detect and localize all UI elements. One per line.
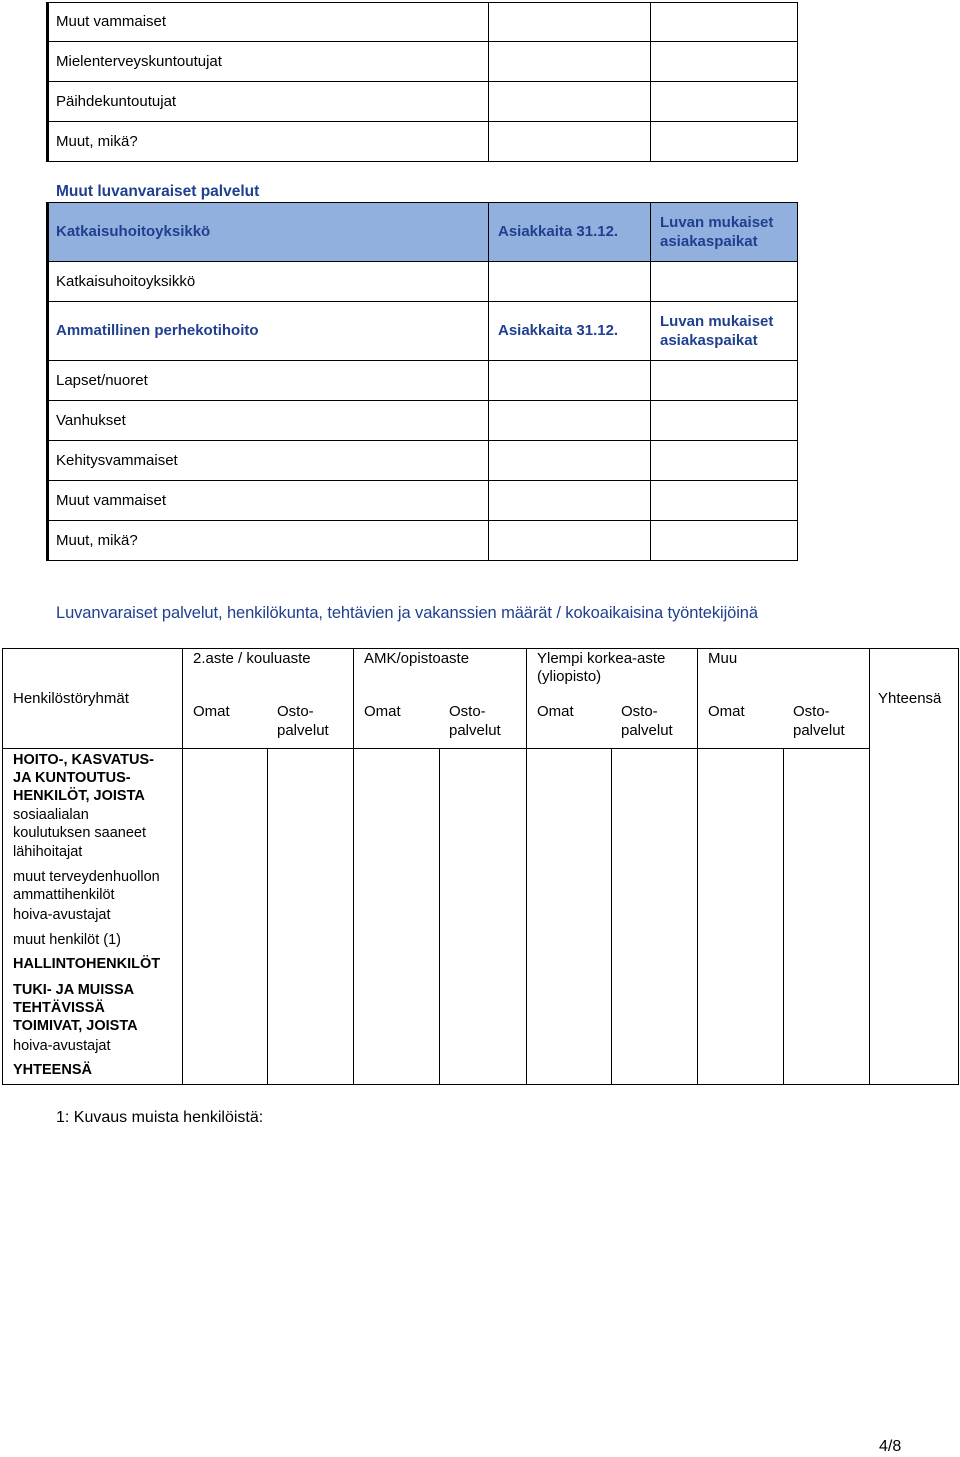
divider	[46, 440, 798, 441]
groups-header: Henkilöstöryhmät	[13, 690, 129, 707]
staff-group-label: HOITO-, KASVATUS-	[13, 752, 154, 768]
staff-group-label: HENKILÖT, JOISTA	[13, 788, 145, 804]
divider	[697, 648, 698, 1085]
staff-group-label: TOIMIVAT, JOISTA	[13, 1018, 138, 1034]
staff-group-label: TEHTÄVISSÄ	[13, 1000, 105, 1016]
level-header: Muu	[708, 650, 738, 667]
divider	[46, 41, 798, 42]
table-row-label: Muut, mikä?	[56, 532, 138, 549]
divider	[46, 520, 798, 521]
divider	[46, 81, 798, 82]
staff-group-label: muut terveydenhuollon	[13, 869, 160, 885]
table-row-label: Muut, mikä?	[56, 133, 138, 150]
column-header: asiakaspaikat	[660, 332, 758, 349]
table-row-label: Muut vammaiset	[56, 13, 167, 30]
column-header: Luvan mukaiset	[660, 313, 774, 330]
purchased-header: palvelut	[793, 722, 845, 739]
divider	[488, 301, 489, 561]
staff-group-label: TUKI- JA MUISSA	[13, 982, 135, 998]
own-header: Omat	[708, 703, 745, 720]
level-header: Ylempi korkea-aste	[537, 650, 666, 667]
divider	[650, 2, 651, 162]
divider	[869, 648, 870, 1085]
divider	[267, 748, 268, 1085]
table-row-label: Kehitysvammaiset	[56, 452, 178, 469]
staff-group-label: sosiaalialan	[13, 807, 89, 823]
page-number: 4/8	[879, 1438, 902, 1455]
staff-group-label: JA KUNTOUTUS-	[13, 770, 131, 786]
level-header: AMK/opistoaste	[364, 650, 470, 667]
divider	[650, 301, 651, 561]
table-row-label: Vanhukset	[56, 412, 126, 429]
column-header: asiakaspaikat	[660, 233, 758, 250]
own-header: Omat	[193, 703, 230, 720]
level-header: 2.aste / kouluaste	[193, 650, 311, 667]
own-header: Omat	[537, 703, 574, 720]
column-header: Ammatillinen perhekotihoito	[56, 322, 259, 339]
own-header: Omat	[364, 703, 401, 720]
column-header: Luvan mukaiset	[660, 214, 774, 231]
purchased-header: Osto-	[621, 703, 658, 720]
divider	[488, 2, 489, 162]
table-row-label: Päihdekuntoutujat	[56, 93, 177, 110]
divider	[46, 360, 798, 361]
staff-group-label: YHTEENSÄ	[13, 1062, 92, 1078]
divider	[488, 202, 489, 302]
purchased-header: palvelut	[621, 722, 673, 739]
staff-group-label: HALLINTOHENKILÖT	[13, 956, 161, 972]
level-header: (yliopisto)	[537, 668, 602, 685]
divider	[783, 748, 784, 1085]
purchased-header: Osto-	[449, 703, 486, 720]
table-row-label: Mielenterveyskuntoutujat	[56, 53, 222, 70]
purchased-header: Osto-	[793, 703, 830, 720]
staff-group-label: muut henkilöt (1)	[13, 932, 121, 948]
staff-group-label: lähihoitajat	[13, 844, 83, 860]
divider	[46, 121, 798, 122]
divider	[526, 648, 527, 1085]
divider	[611, 748, 612, 1085]
purchased-header: palvelut	[277, 722, 329, 739]
section-heading: Muut luvanvaraiset palvelut	[56, 183, 260, 200]
purchased-header: Osto-	[277, 703, 314, 720]
table-row-label: Katkaisuhoitoyksikkö	[56, 273, 196, 290]
section-title: Luvanvaraiset palvelut, henkilökunta, tehtävien ja vakanssien määrät / kokoaikaisina työntekijöinä	[56, 604, 758, 622]
staff-group-label: ammattihenkilöt	[13, 887, 115, 903]
staff-group-label: hoiva-avustajat	[13, 1038, 111, 1054]
table-row-label: Muut vammaiset	[56, 492, 167, 509]
staff-group-label: koulutuksen saaneet	[13, 825, 147, 841]
column-header: Katkaisuhoitoyksikkö	[56, 223, 211, 240]
divider	[46, 400, 798, 401]
divider	[46, 261, 798, 262]
divider	[46, 480, 798, 481]
divider	[2, 748, 869, 749]
divider	[182, 648, 183, 1085]
divider	[650, 202, 651, 302]
divider	[439, 748, 440, 1085]
column-header: Asiakkaita 31.12.	[498, 223, 619, 240]
column-header: Asiakkaita 31.12.	[498, 322, 619, 339]
staff-group-label: hoiva-avustajat	[13, 907, 111, 923]
total-header: Yhteensä	[878, 690, 942, 707]
table-row-label: Lapset/nuoret	[56, 372, 148, 389]
divider	[353, 648, 354, 1085]
purchased-header: palvelut	[449, 722, 501, 739]
footnote: 1: Kuvaus muista henkilöistä:	[56, 1109, 264, 1126]
